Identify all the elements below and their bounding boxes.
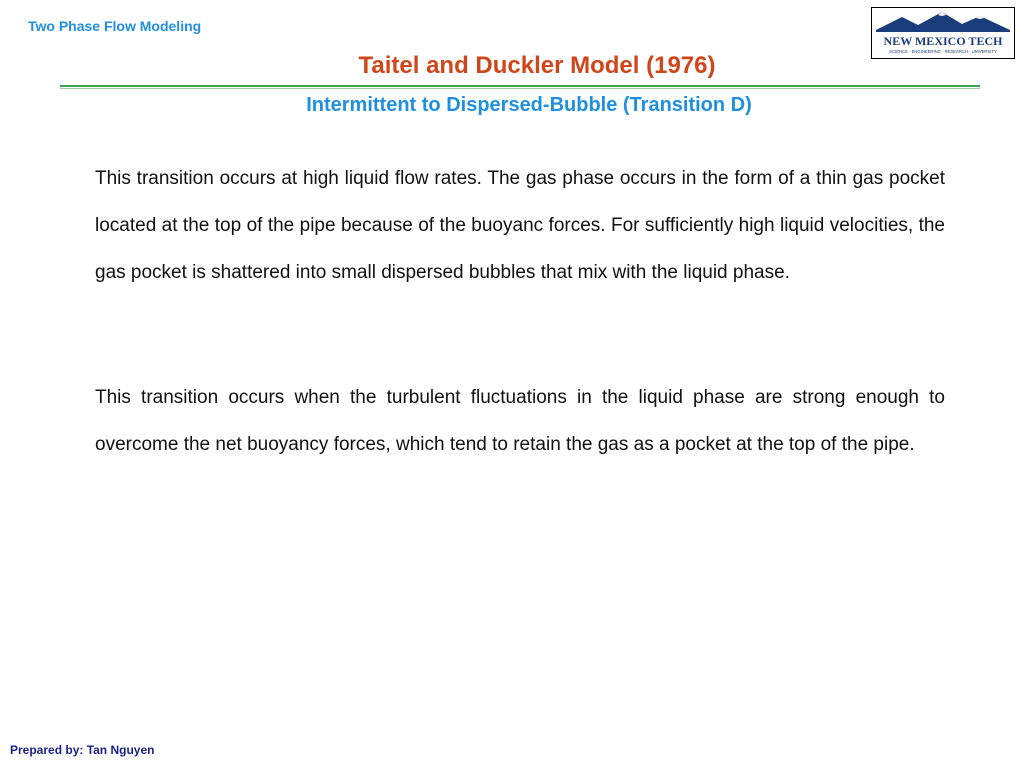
slide-subtitle: Intermittent to Dispersed-Bubble (Transition D) [306, 94, 752, 116]
logo-tagline: SCIENCE · ENGINEERING · RESEARCH · UNIVERSITY [889, 49, 997, 54]
prepared-by-footer: Prepared by: Tan Nguyen [10, 743, 155, 757]
logo-wordmark: NEW MEXICO TECH [883, 34, 1003, 48]
title-divider [60, 85, 980, 89]
course-title: Two Phase Flow Modeling [28, 18, 202, 34]
slide-title: Taitel and Duckler Model (1976) [358, 52, 716, 79]
body-paragraph-1: This transition occurs at high liquid flow rates. The gas phase occurs in the form of a thin gas pocket located at the top of the pipe because of the buoyanc forces. For sufficiently high liquid velocities, the gas pocket is shattered into small dispersed bubbles that mix with the liquid phase. [95, 168, 945, 283]
body-paragraph-2: This transition occurs when the turbulent fluctuations in the liquid phase are strong enough to overcome the net buoyancy forces, which tend to retain the gas as a pocket at the top of the pipe. [95, 387, 945, 455]
logo-graphic [872, 8, 1014, 58]
